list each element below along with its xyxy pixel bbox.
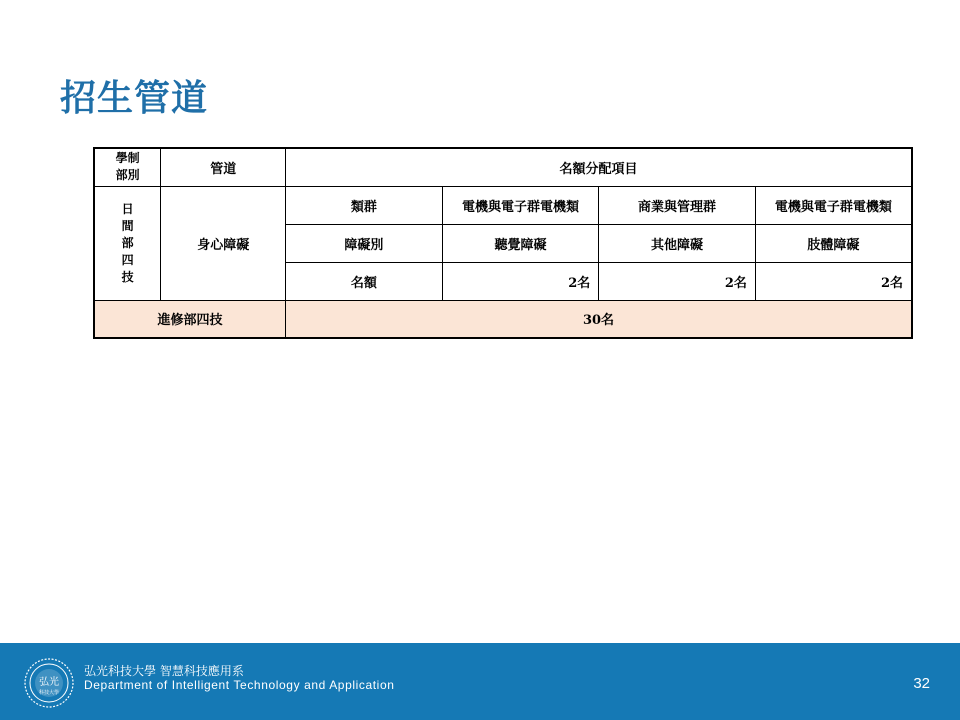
header-channel: 管道	[161, 148, 286, 186]
night-division-label: 進修部四技	[94, 300, 286, 338]
footer-org-chinese: 弘光科技大學 智慧科技應用系	[84, 664, 244, 678]
table-cell: 其他障礙	[599, 224, 756, 262]
table-row	[94, 186, 912, 224]
table-cell: 電機與電子群電機類	[755, 186, 912, 224]
table-header-row	[94, 148, 912, 186]
night-division-row	[94, 300, 912, 338]
header-quota-items: 名額分配項目	[286, 148, 912, 186]
table-cell: 電機與電子群電機類	[442, 186, 599, 224]
admission-quota-table	[93, 147, 913, 339]
table-cell: 2名	[755, 262, 912, 300]
logo-subtext: 科技大學	[38, 690, 60, 696]
row-label-category: 類群	[286, 186, 443, 224]
table-cell: 肢體障礙	[755, 224, 912, 262]
table-cell: 聽覺障礙	[442, 224, 599, 262]
table-cell: 2名	[442, 262, 599, 300]
header-school-system: 學制 部別	[94, 148, 161, 186]
page-number: 32	[913, 675, 930, 692]
night-division-quota: 30名	[286, 300, 912, 338]
day-division-channel: 身心障礙	[161, 186, 286, 300]
logo-text: 弘光	[39, 677, 59, 688]
table-cell: 2名	[599, 262, 756, 300]
footer-org-english: Department of Intelligent Technology and Application	[84, 678, 395, 692]
row-label-quota: 名額	[286, 262, 443, 300]
page-title: 招生管道	[60, 78, 209, 119]
table-cell: 商業與管理群	[599, 186, 756, 224]
row-label-disability-type: 障礙別	[286, 224, 443, 262]
day-division-label: 日 間 部 四 技	[94, 186, 161, 300]
university-logo-icon	[24, 658, 74, 708]
